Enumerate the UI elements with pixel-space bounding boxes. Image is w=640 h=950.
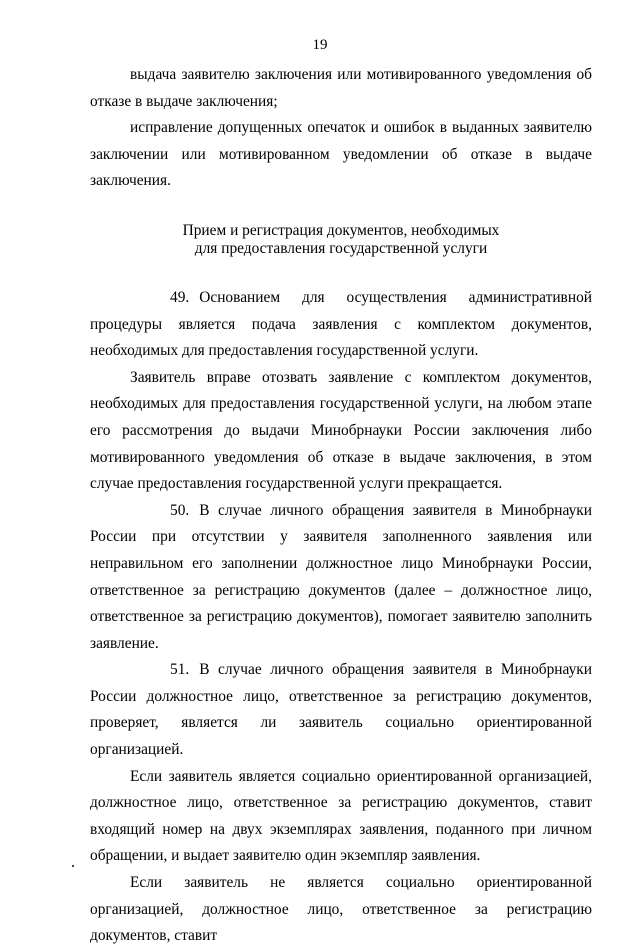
section-heading-line: для предоставления государственной услуги <box>194 239 488 257</box>
document-body <box>90 62 592 950</box>
paragraph-number: 51. <box>170 661 190 679</box>
paragraph <box>90 870 592 950</box>
paragraph <box>90 365 592 498</box>
page-number: 19 <box>312 37 328 53</box>
paragraph: выдача заявителю заключения или мотивированного уведомления об отказе в выдаче заключения; <box>90 66 592 110</box>
paragraph-number: 49. <box>170 288 190 306</box>
paragraph-text: Основанием для осуществления административной процедуры является подача заявления с комплектом документов, необходимых для предоставления государственной услуги. <box>90 288 592 360</box>
paragraph-text: Если заявитель не является социально ориентированной организацией, должностное лицо, ответственное за регистрацию документов, ставит <box>90 874 592 945</box>
paragraph-text: Заявитель вправе отозвать заявление с комплектом документов, необходимых для предоставления государственной услуги, на любом этапе его рассмотрения до выдачи Минобрнауки России заключения либо мотивированного уведомления об отказе в выдаче заключения, в этом случае предоставления государственной услуги прекращается. <box>90 368 592 493</box>
paragraph-49 <box>90 285 592 365</box>
paragraph-text: В случае личного обращения заявителя в Минобрнауки России должностное лицо, ответственное за регистрацию документов, проверяет, является ли заявитель социально ориентированной организацией. <box>90 661 592 759</box>
paragraph: исправление допущенных опечаток и ошибок в выданных заявителю заключении или мотивированном уведомлении об отказе в выдаче заключения. <box>90 119 592 190</box>
paragraph-number: 50. <box>170 501 190 519</box>
paragraph <box>90 764 592 870</box>
paragraph-50 <box>90 498 592 658</box>
paragraph-text: Если заявитель является социально ориентированной организацией, должностное лицо, ответственное за регистрацию документов, ставит входящий номер на двух экземплярах заявления, поданного при личном обращении, и выдает заявителю один экземпляр заявления. <box>90 767 592 865</box>
section-heading-line: Прием и регистрация документов, необходимых <box>182 221 500 239</box>
paragraph-51 <box>90 657 592 763</box>
paragraph-text: В случае личного обращения заявителя в Минобрнауки России при отсутствии у заявителя заполненного заявления или неправильном его заполнении должностное лицо Минобрнауки России, ответственное за регистрацию документов (далее – должностное лицо, ответственное за регистрацию документов), помогает заявителю заполнить заявление. <box>90 501 592 652</box>
section-heading <box>90 222 592 258</box>
scan-artifact <box>72 865 74 867</box>
